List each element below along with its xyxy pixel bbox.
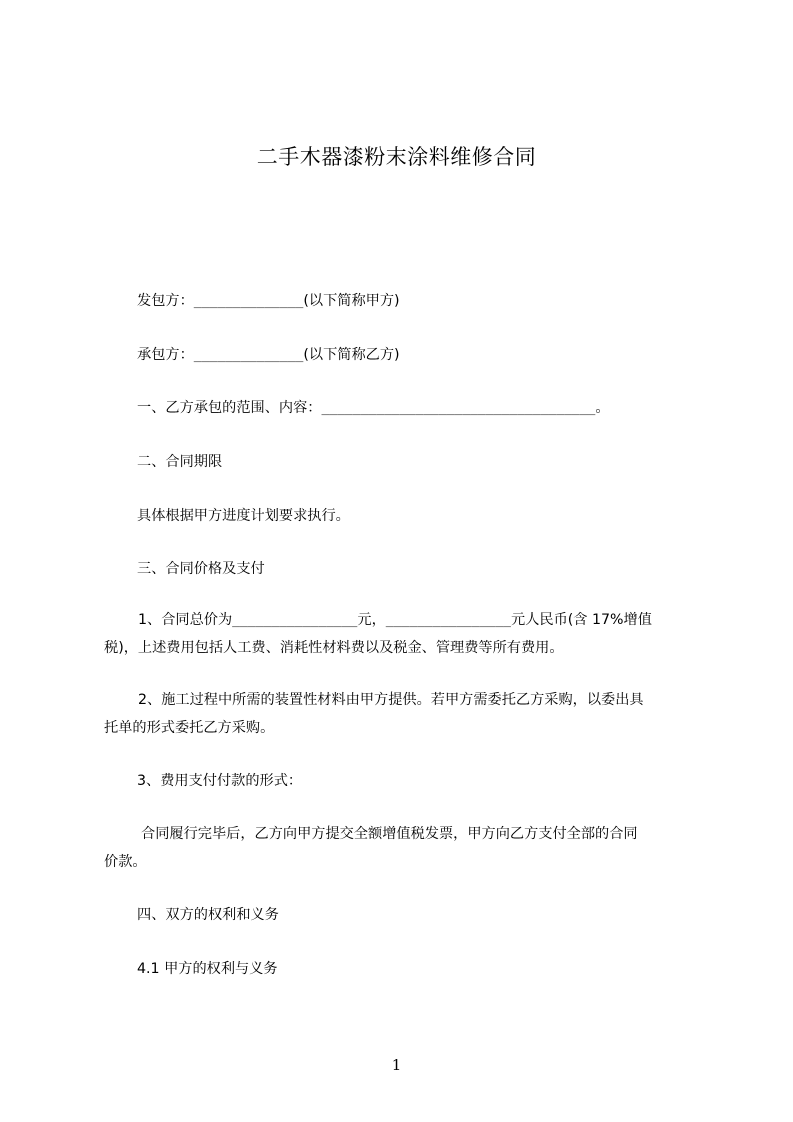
section3-item2-line2: 托单的形式委托乙方采购。 xyxy=(104,720,275,736)
section3-item2-line1: 2、施工过程中所需的装置性材料由甲方提供。若甲方需委托乙方采购，以委出具 xyxy=(138,692,644,708)
payment-line1: 合同履行完毕后，乙方向甲方提交全额增值税发票，甲方向乙方支付全部的合同 xyxy=(141,826,638,842)
party-b-line xyxy=(137,345,400,366)
section2-body: 具体根据甲方进度计划要求执行。 xyxy=(137,508,350,524)
party-b-label: 承包方： xyxy=(137,347,194,363)
party-a-suffix: (以下简称甲方) xyxy=(303,293,400,309)
section3-heading: 三、合同价格及支付 xyxy=(137,561,265,577)
section1-line xyxy=(137,398,610,419)
section3-item1-line1 xyxy=(138,610,652,631)
page-number: 1 xyxy=(391,1056,402,1074)
section1-text: 一、乙方承包的范围、内容： xyxy=(137,400,322,416)
section3-item3: 3、费用支付付款的形式： xyxy=(137,773,303,789)
party-b-suffix: (以下简称乙方) xyxy=(303,347,400,363)
section1-end: 。 xyxy=(595,400,610,416)
section1-blank: ___________________________________ xyxy=(321,401,596,416)
section3-item1-line2: 税)，上述费用包括人工费、消耗性材料费以及税金、管理费等所有费用。 xyxy=(104,640,564,656)
party-a-label: 发包方： xyxy=(137,293,194,309)
item1-prefix: 1、合同总价为 xyxy=(138,612,233,628)
document-title: 二手木器漆粉末涂料维修合同 xyxy=(256,145,537,169)
item1-blank1: ________________ xyxy=(232,613,358,628)
section4-sub1: 4.1 甲方的权利与义务 xyxy=(137,961,278,977)
item1-blank2: ________________ xyxy=(385,613,512,628)
item1-tail: 元人民币(含 17%增值 xyxy=(511,612,652,628)
section4-heading: 四、双方的权利和义务 xyxy=(137,907,279,923)
item1-mid: 元， xyxy=(357,612,386,628)
section2-heading: 二、合同期限 xyxy=(137,454,223,470)
party-a-blank: ______________ xyxy=(193,294,304,309)
payment-line2: 价款。 xyxy=(104,854,147,870)
party-b-blank: ______________ xyxy=(193,348,304,363)
party-a-line xyxy=(137,291,400,312)
